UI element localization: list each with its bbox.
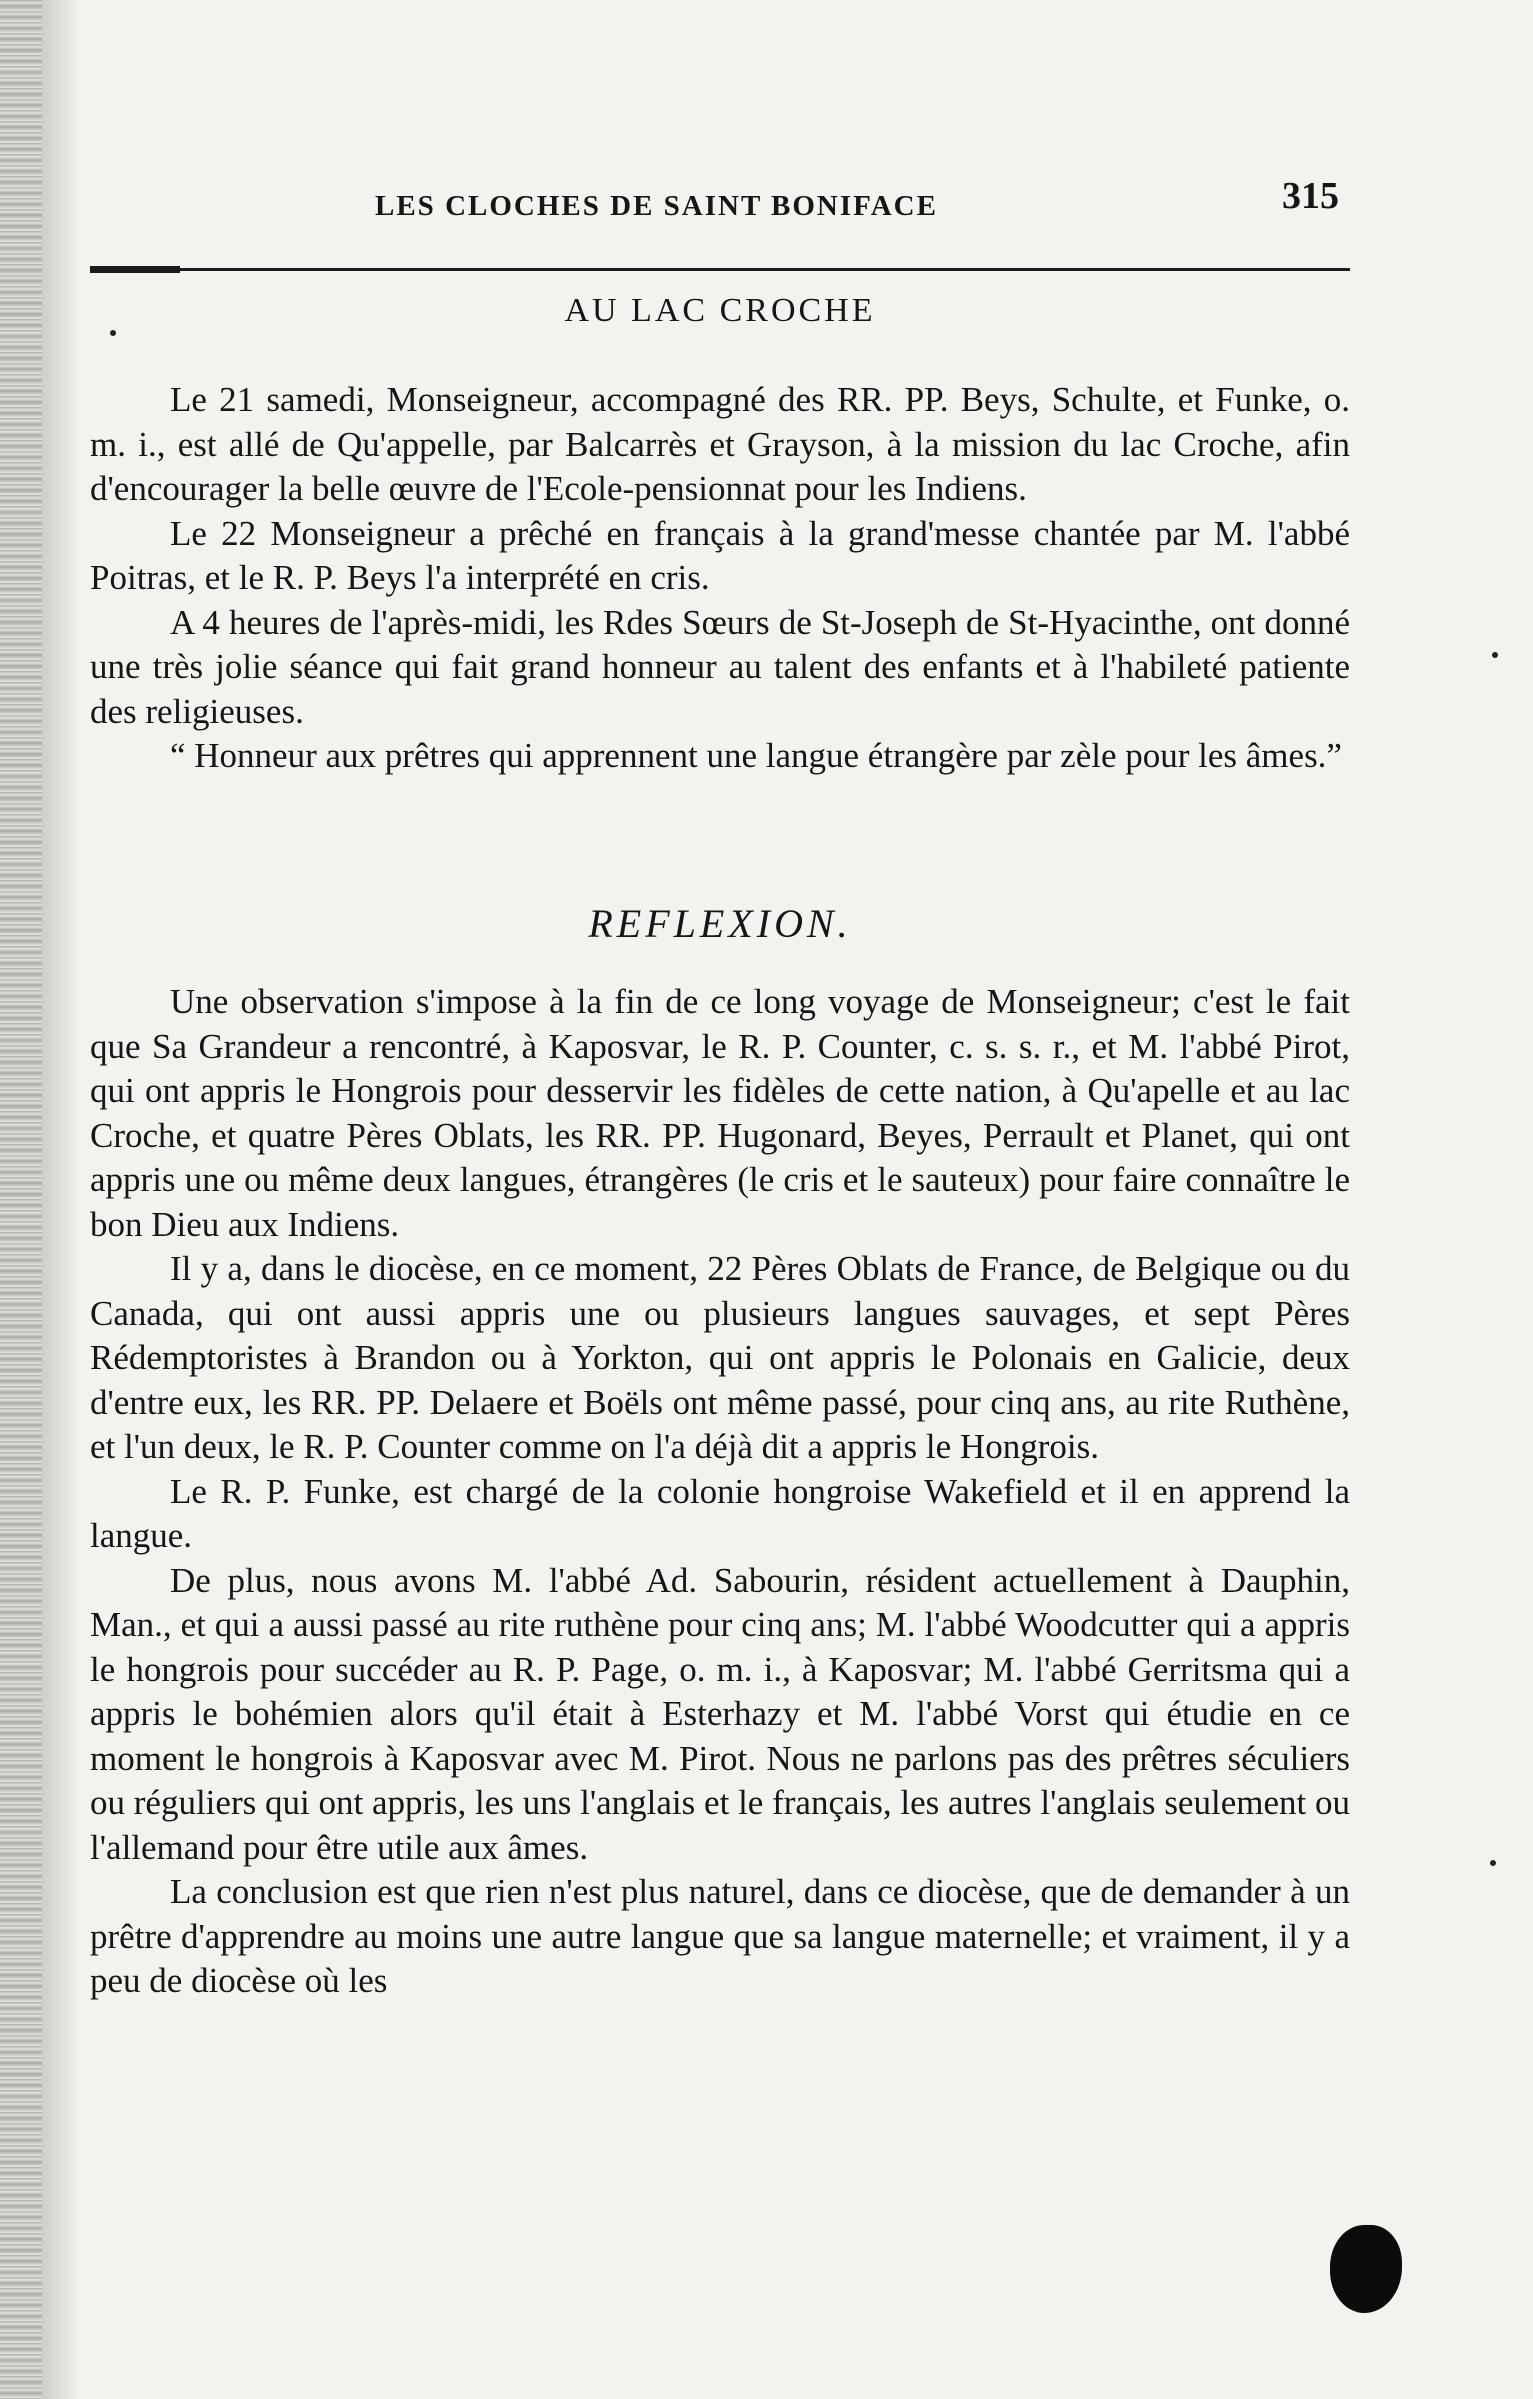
running-title: LES CLOCHES DE SAINT BONIFACE (375, 190, 938, 222)
speck (1492, 652, 1498, 658)
paragraph: Le 21 samedi, Monseigneur, accompagné des RR. PP. Beys, Schulte, et Funke, o. m. i., est allé de Qu'appelle, par Balcarrès et Grayson, à la mission du lac Croche, afin d'encourager la belle œuvre de l'Ecole-pensionnat pour les Indiens. (90, 380, 1350, 508)
page-gutter-shading (42, 0, 82, 2399)
speck (1490, 1860, 1496, 1866)
paragraph: Le 22 Monseigneur a prêché en français à la grand'messe chantée par M. l'abbé Poitras, et le R. P. Beys l'a interprété en cris. (90, 513, 1350, 597)
ink-blot (1330, 2225, 1402, 2313)
section-body-reflexion (90, 980, 1350, 2004)
paragraph: Il y a, dans le diocèse, en ce moment, 22 Pères Oblats de France, de Belgique ou du Canada, qui ont aussi appris une ou plusieurs langues sauvages, et sept Pères Rédemptoristes à Brandon ou à Yorkton, qui ont appris le Polonais en Galicie, deux d'entre eux, les RR. PP. Delaere et Boëls ont même passé, pour cinq ans, au rite Ruthène, et l'un deux, le R. P. Counter comme on l'a déjà dit a appris le Hongrois. (90, 1249, 1350, 1466)
section-title-reflexion: REFLEXION. (588, 901, 852, 946)
paragraph: “ Honneur aux prêtres qui apprennent une langue étrangère par zèle pour les âmes.” (170, 736, 1342, 775)
header-rule (90, 268, 1350, 271)
section-title-au-lac-croche: AU LAC CROCHE (564, 292, 876, 329)
page-number: 315 (1282, 175, 1339, 217)
page-edge-shadow (0, 0, 42, 2399)
paragraph: Une observation s'impose à la fin de ce long voyage de Monseigneur; c'est le fait que Sa Grandeur a rencontré, à Kaposvar, le R. P. Counter, c. s. s. r., et M. l'abbé Pirot, qui ont appris le Hongrois pour desservir les fidèles de cette nation, à Qu'apelle et au lac Croche, et quatre Pères Oblats, les RR. PP. Hugonard, Beyes, Perrault et Planet, qui ont appris une ou même deux langues, étrangères (le cris et le sauteux) pour faire connaître le bon Dieu aux Indiens. (90, 982, 1350, 1244)
section-body-au-lac-croche (90, 378, 1350, 779)
paragraph: La conclusion est que rien n'est plus naturel, dans ce diocèse, que de demander à un prêtre d'apprendre au moins une autre langue que sa langue maternelle; et vraiment, il y a peu de diocèse où les (90, 1872, 1350, 2000)
speck (110, 330, 116, 336)
paragraph: Le R. P. Funke, est chargé de la colonie hongroise Wakefield et il en apprend la langue. (90, 1471, 1350, 1555)
paragraph: De plus, nous avons M. l'abbé Ad. Sabourin, résident actuellement à Dauphin, Man., et qui a aussi passé au rite ruthène pour cinq ans; M. l'abbé Woodcutter qui a appris le hongrois pour succéder au R. P. Page, o. m. i., à Kaposvar; M. l'abbé Gerritsma qui a appris le bohémien alors qu'il était à Esterhazy et M. l'abbé Vorst qui étudie en ce moment le hongrois à Kaposvar avec M. Pirot. Nous ne parlons pas des prêtres séculiers ou réguliers qui ont appris, les uns l'anglais et le français, les autres l'anglais seulement ou l'allemand pour être utile aux âmes. (90, 1560, 1350, 1867)
paragraph: A 4 heures de l'après-midi, les Rdes Sœurs de St-Joseph de St-Hyacinthe, ont donné une très jolie séance qui fait grand honneur au talent des enfants et à l'habileté patiente des religieuses. (90, 602, 1350, 731)
